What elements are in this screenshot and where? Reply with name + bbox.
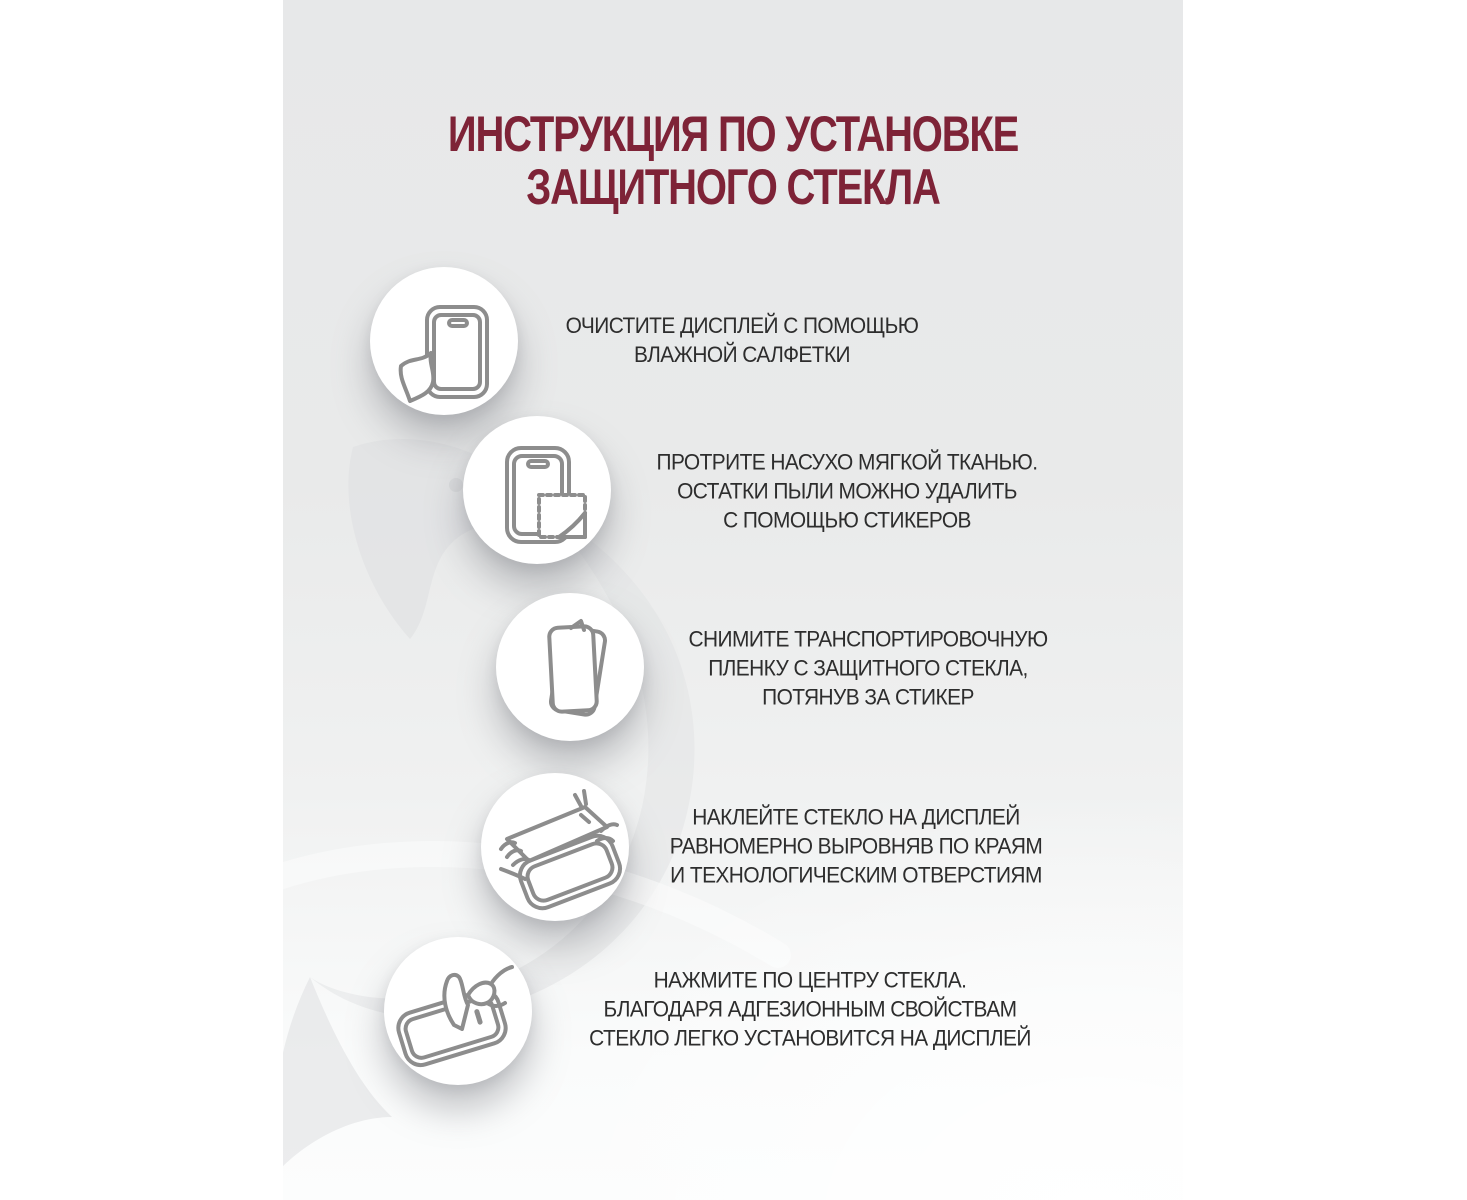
step-3-line-1: СНИМИТЕ ТРАНСПОРТИРОВОЧНУЮ [688,626,1048,652]
step-5-line-1: НАЖМИТЕ ПО ЦЕНТРУ СТЕКЛА. [653,967,967,993]
step-2-circle [463,416,611,564]
step-5-text [589,966,1031,1053]
step-2-line-1: ПРОТРИТЕ НАСУХО МЯГКОЙ ТКАНЬЮ. [656,449,1038,475]
step-4-line-2: РАВНОМЕРНО ВЫРОВНЯВ ПО КРАЯМ [669,833,1043,859]
step-4-circle [481,773,629,921]
step-2-line-2: ОСТАТКИ ПЫЛИ МОЖНО УДАЛИТЬ [677,478,1017,504]
page-title-line-1: ИНСТРУКЦИЯ ПО УСТАНОВКЕ [447,106,1019,162]
step-2-text [657,448,1038,535]
step-5-line-2: БЛАГОДАРЯ АДГЕЗИОННЫМ СВОЙСТВАМ [603,996,1017,1022]
step-4-line-3: И ТЕХНОЛОГИЧЕСКИМ ОТВЕРСТИЯМ [670,862,1042,888]
step-2-line-3: С ПОМОЩЬЮ СТИКЕРОВ [723,507,971,533]
step-1-text [566,311,919,369]
step-3-circle [496,593,644,741]
phone-sticker-icon [463,416,611,564]
step-1-line-1: ОЧИСТИТЕ ДИСПЛЕЙ С ПОМОЩЬЮ [565,313,919,338]
step-1-line-2: ВЛАЖНОЙ САЛФЕТКИ [633,342,851,367]
step-4-line-1: НАКЛЕЙТЕ СТЕКЛО НА ДИСПЛЕЙ [692,804,1020,830]
press-glass-center-icon [384,937,532,1085]
step-3-line-2: ПЛЕНКУ С ЗАЩИТНОГО СТЕКЛА, [708,655,1028,681]
phone-wet-wipe-icon [370,267,518,415]
step-4-text [670,803,1043,890]
step-3-text [688,625,1047,712]
step-5-line-3: СТЕКЛО ЛЕГКО УСТАНОВИТСЯ НА ДИСПЛЕЙ [589,1025,1031,1051]
page-title-line-2: ЗАЩИТНОГО СТЕКЛА [526,159,940,215]
align-glass-hands-icon [481,773,629,921]
page-title [373,108,1093,214]
peel-transport-film-icon [496,593,644,741]
instruction-card [283,0,1183,1200]
step-1-circle [370,267,518,415]
step-3-line-3: ПОТЯНУВ ЗА СТИКЕР [762,684,974,710]
step-5-circle [384,937,532,1085]
